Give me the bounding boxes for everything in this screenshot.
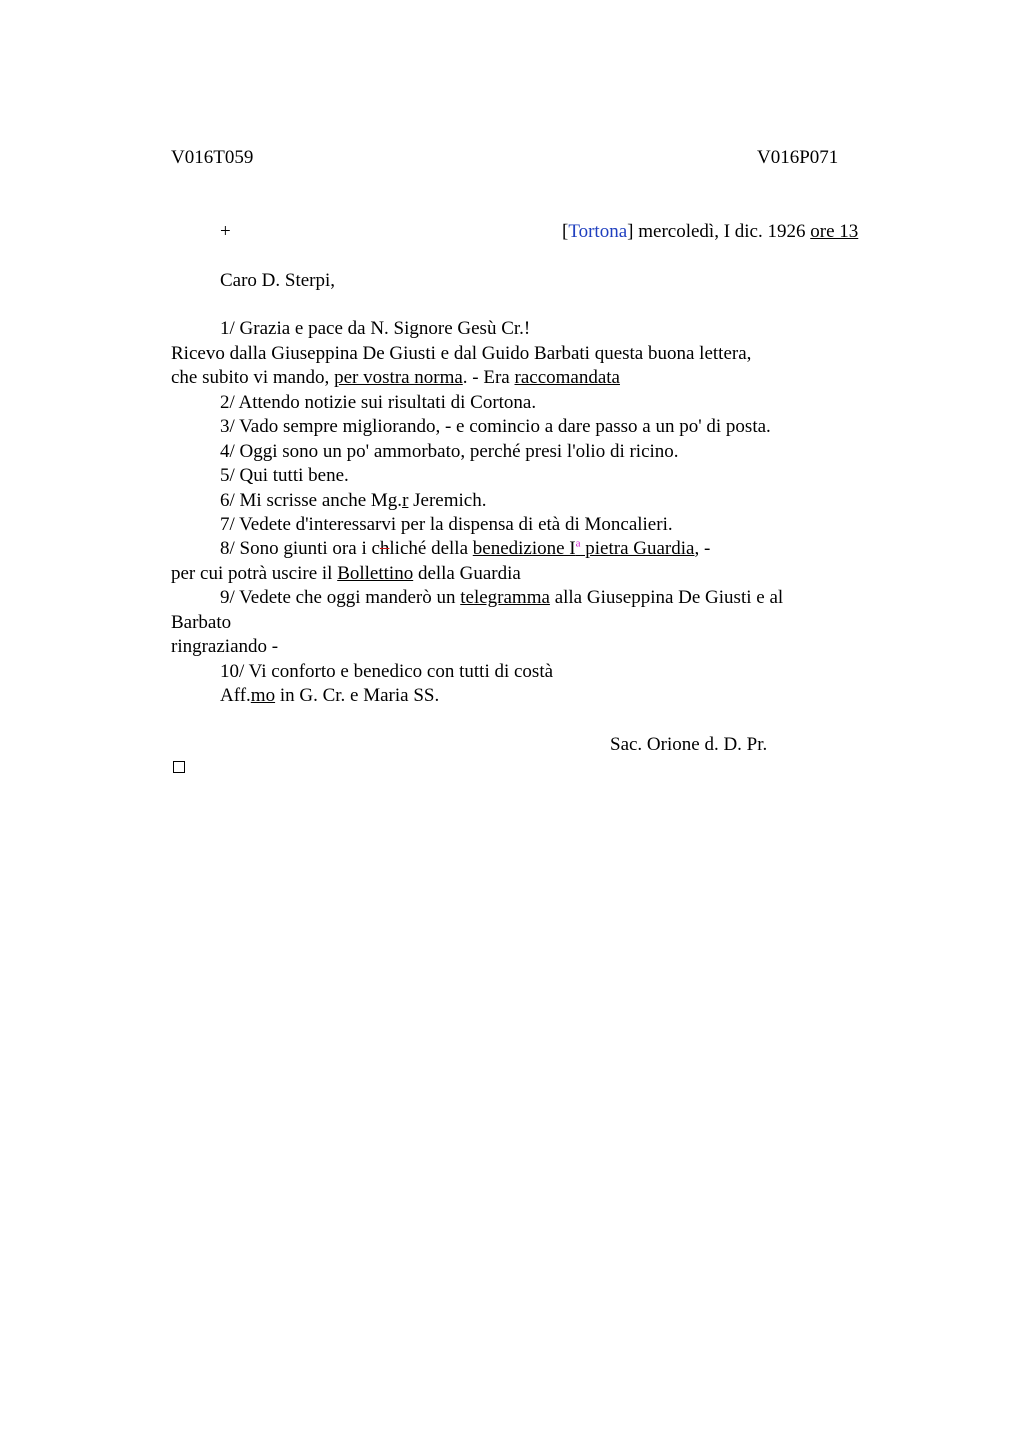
text-segment: alla Giuseppina De Giusti e al <box>549 587 784 608</box>
text-segment: Jeremich. <box>408 490 487 511</box>
body-line-15: 10/ Vi conforto e benedico con tutti di costà <box>220 661 554 682</box>
body-line-9: 7/ Vedete d'interessarvi per la dispensa di età di Moncalieri. <box>220 514 673 535</box>
text-segment: . - Era <box>462 367 515 388</box>
body-line-5: 3/ Vado sempre migliorando, - e comincio a dare passo a un po' di posta. <box>220 416 771 437</box>
date-text: ] mercoledì, I dic. 1926 <box>627 221 811 242</box>
text-segment: 8/ Sono giunti ora i c <box>220 538 380 559</box>
body-line-11 <box>171 562 521 586</box>
body-line-12 <box>220 586 783 610</box>
underlined-segment: raccomandata <box>514 367 620 388</box>
document-code-left: V016T059 <box>171 147 254 168</box>
text-segment: in G. Cr. e Maria SS. <box>275 685 440 706</box>
body-line-3 <box>171 366 620 390</box>
time-text: ore 13 <box>810 221 859 242</box>
text-segment: che subito vi mando, <box>171 367 335 388</box>
body-line-14: ringraziando - <box>171 636 279 657</box>
body-line-16 <box>220 684 439 708</box>
body-line-7: 5/ Qui tutti bene. <box>220 465 349 486</box>
body-line-2: Ricevo dalla Giuseppina De Giusti e dal Guido Barbati questa buona lettera, <box>171 343 752 364</box>
body-line-13: Barbato <box>171 612 232 633</box>
text-segment: per cui potrà uscire il <box>171 563 338 584</box>
text-segment: 9/ Vedete che oggi manderò un <box>220 587 461 608</box>
document-code-right: V016P071 <box>757 147 839 168</box>
text-segment: liché della <box>389 538 473 559</box>
body-line-10 <box>220 537 710 561</box>
text-segment: , - <box>694 538 711 559</box>
text-segment: 6/ Mi scrisse anche Mg. <box>220 490 403 511</box>
underlined-segment: per vostra norma <box>334 367 463 388</box>
underlined-segment: benedizione $I^a$ pietra Guardia <box>472 537 695 559</box>
cross-mark: + <box>220 221 231 242</box>
underlined-segment: mo <box>250 685 276 706</box>
superscript-mark: a <box>575 537 581 550</box>
salutation: Caro D. Sterpi, <box>220 270 336 291</box>
struck-segment: h <box>379 538 390 559</box>
text-segment: Aff. <box>220 685 251 706</box>
underlined-segment: r <box>402 490 409 511</box>
body-line-4: 2/ Attendo notizie sui risultati di Cortona. <box>220 392 537 413</box>
underlined-segment: Bollettino <box>337 563 414 584</box>
body-line-8 <box>220 489 486 513</box>
body-line-1: 1/ Grazia e pace da N. Signore Gesù Cr.! <box>220 318 531 339</box>
underlined-segment: telegramma <box>460 587 550 608</box>
text-segment: della Guardia <box>413 563 521 584</box>
signature: Sac. Orione d. D. Pr. <box>610 734 768 755</box>
dateline <box>562 220 858 244</box>
bracket-open: [ <box>562 221 569 242</box>
end-square-icon <box>173 761 185 773</box>
body-line-6: 4/ Oggi sono un po' ammorbato, perché presi l'olio di ricino. <box>220 441 679 462</box>
place-name: Tortona <box>568 221 628 242</box>
